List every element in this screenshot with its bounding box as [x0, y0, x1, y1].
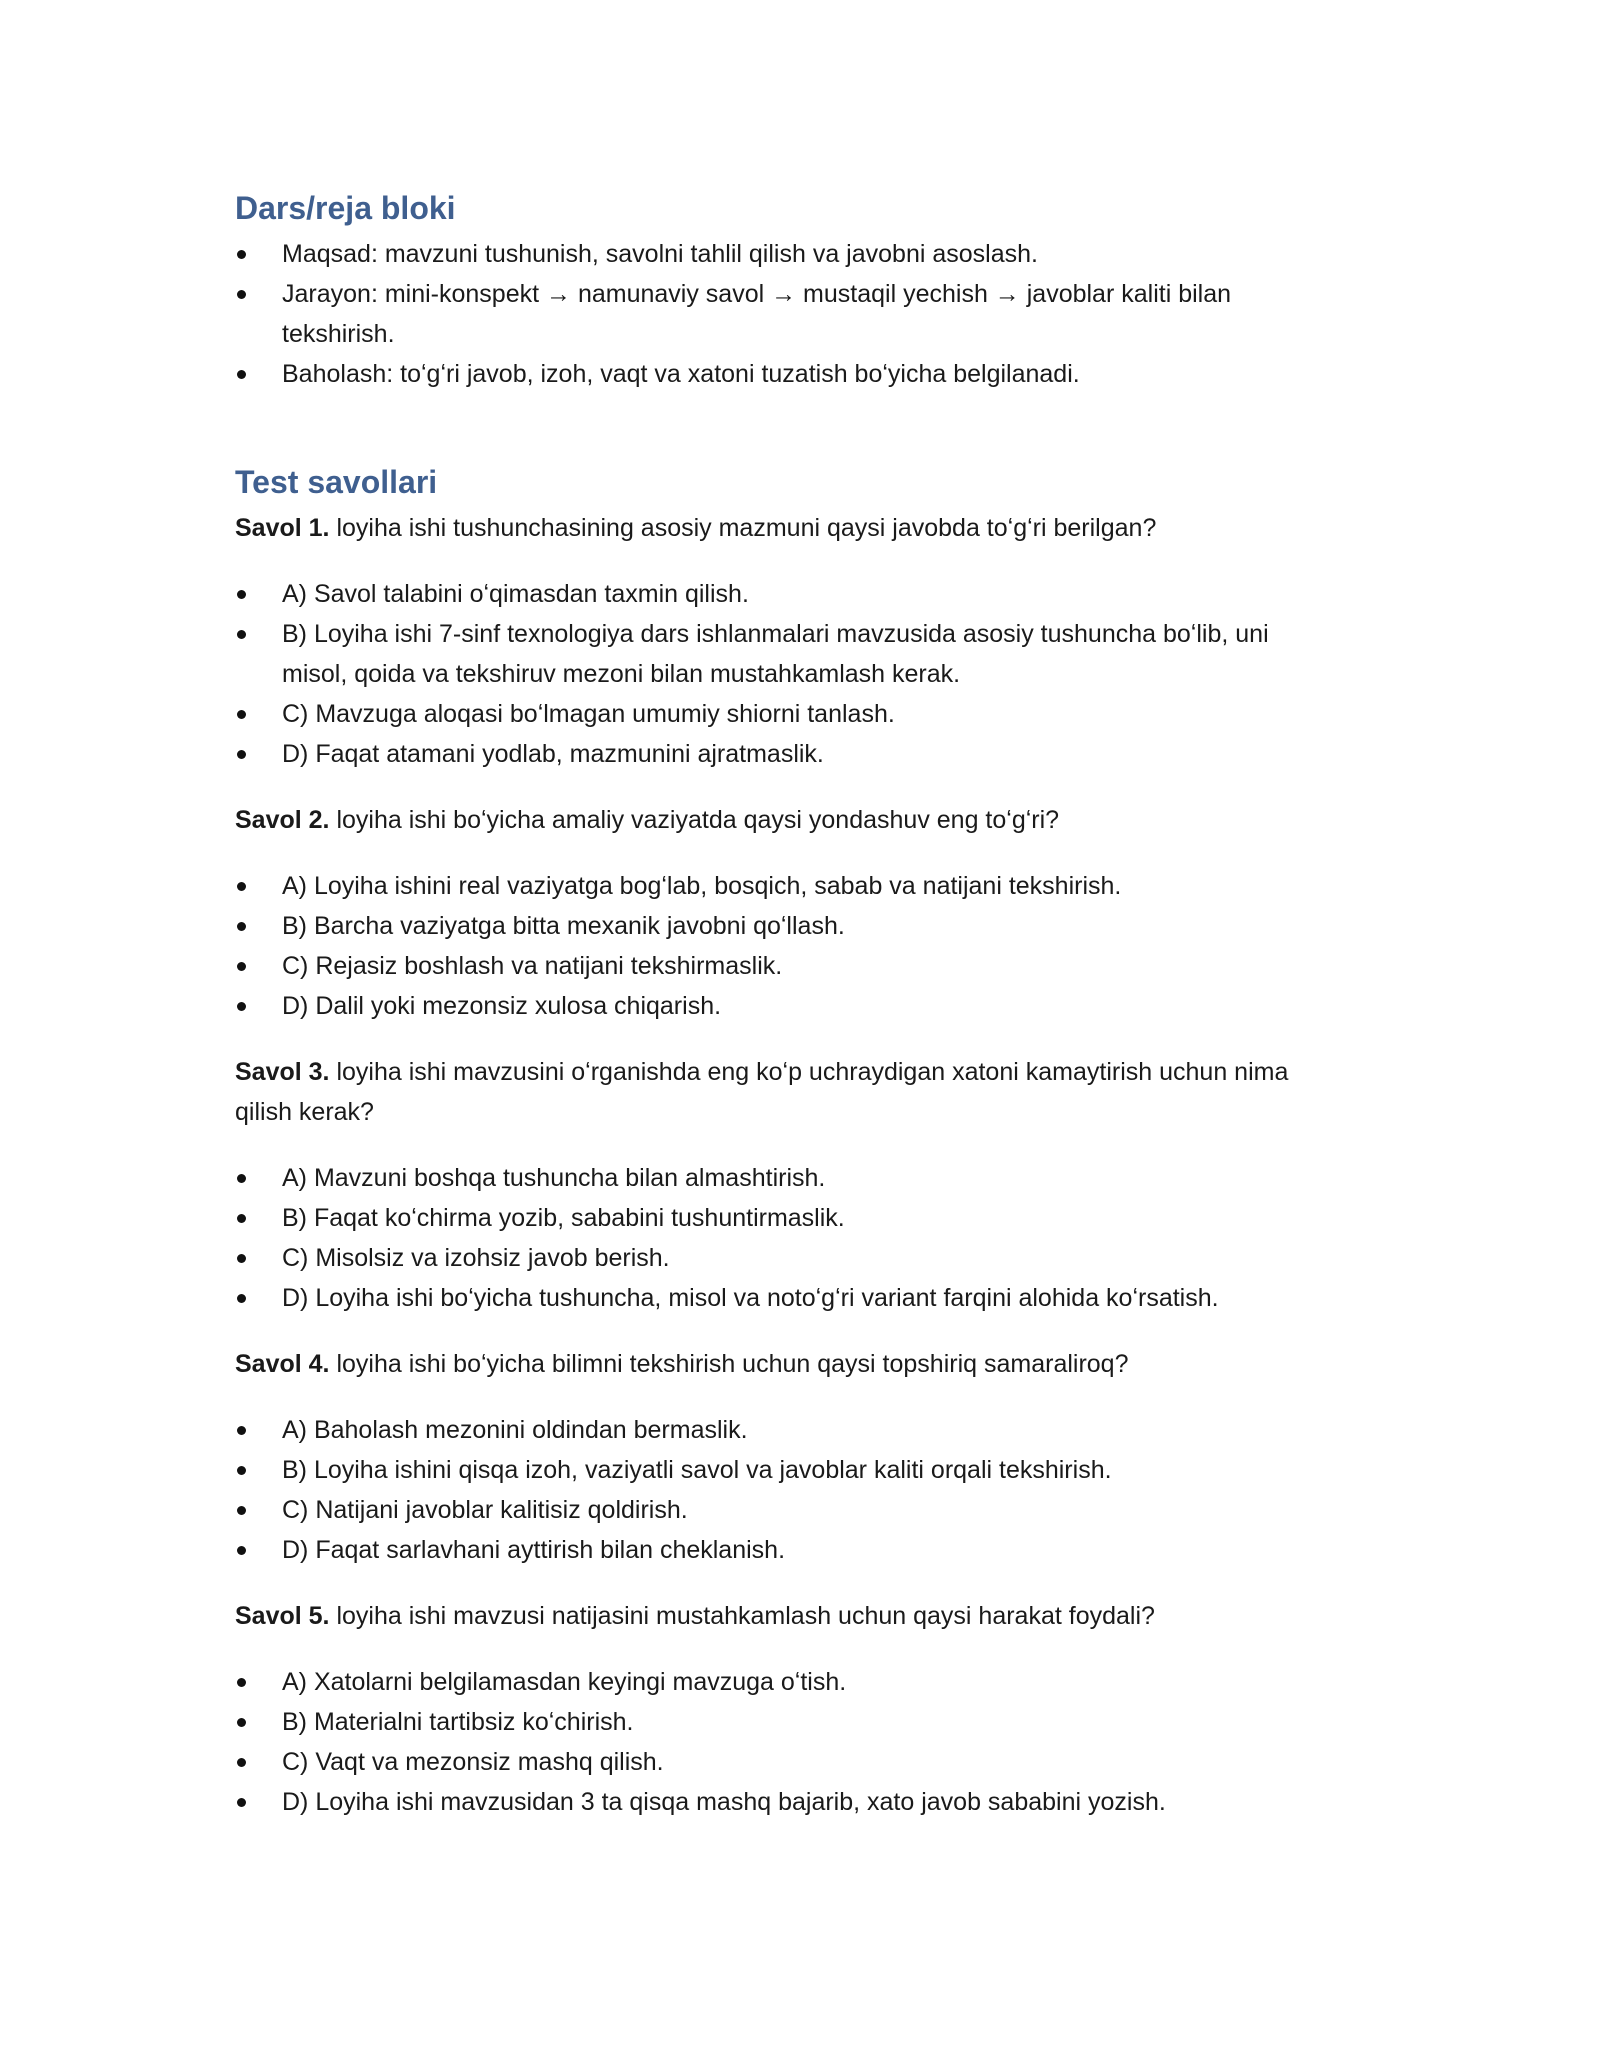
question-5 — [235, 1596, 1340, 1636]
answer-list-5 — [235, 1662, 1340, 1822]
question-3 — [235, 1052, 1340, 1132]
question-4 — [235, 1344, 1340, 1384]
list-item: Jarayon: mini-konspekt → namunaviy savol → mustaqil yechish → javoblar kaliti bilan tekshirish. — [235, 274, 1340, 354]
answer-option: A) Savol talabini oʻqimasdan taxmin qilish. — [235, 574, 1340, 614]
answer-option: B) Faqat koʻchirma yozib, sababini tushuntirmaslik. — [235, 1198, 1340, 1238]
answer-list-3 — [235, 1158, 1340, 1318]
answer-option: D) Dalil yoki mezonsiz xulosa chiqarish. — [235, 986, 1340, 1026]
question-text: loyiha ishi boʻyicha bilimni tekshirish uchun qaysi topshiriq samaraliroq? — [329, 1350, 1129, 1378]
question-label: Savol 3. — [235, 1058, 330, 1086]
question-text: loyiha ishi tushunchasining asosiy mazmuni qaysi javobda toʻgʻri berilgan? — [329, 514, 1157, 542]
answer-option: A) Xatolarni belgilamasdan keyingi mavzuga oʻtish. — [235, 1662, 1340, 1702]
test-heading: Test savollari — [235, 464, 438, 500]
answer-list-4 — [235, 1410, 1340, 1570]
lesson-block-heading: Dars/reja bloki — [235, 190, 456, 226]
answer-list-1 — [235, 574, 1340, 774]
question-label: Savol 5. — [235, 1602, 330, 1630]
question-text: loyiha ishi mavzusini oʻrganishda eng koʻp uchraydigan xatoni kamaytirish uchun nima qilish kerak? — [235, 1058, 1289, 1126]
list-item: Baholash: toʻgʻri javob, izoh, vaqt va xatoni tuzatish boʻyicha belgilanadi. — [235, 354, 1340, 394]
answer-option: B) Loyiha ishini qisqa izoh, vaziyatli savol va javoblar kaliti orqali tekshirish. — [235, 1450, 1340, 1490]
answer-option: C) Natijani javoblar kalitisiz qoldirish. — [235, 1490, 1340, 1530]
answer-list-2 — [235, 866, 1340, 1026]
answer-option: A) Baholash mezonini oldindan bermaslik. — [235, 1410, 1340, 1450]
answer-option: D) Faqat atamani yodlab, mazmunini ajratmaslik. — [235, 734, 1340, 774]
answer-option: B) Barcha vaziyatga bitta mexanik javobni qoʻllash. — [235, 906, 1340, 946]
answer-option: B) Loyiha ishi 7-sinf texnologiya dars ishlanmalari mavzusida asosiy tushuncha boʻlib, uni misol, qoida va tekshiruv mezoni bilan mustahkamlash kerak. — [235, 614, 1340, 694]
answer-option: A) Mavzuni boshqa tushuncha bilan almashtirish. — [235, 1158, 1340, 1198]
answer-option: C) Mavzuga aloqasi boʻlmagan umumiy shiorni tanlash. — [235, 694, 1340, 734]
question-text: loyiha ishi mavzusi natijasini mustahkamlash uchun qaysi harakat foydali? — [329, 1602, 1155, 1630]
question-1 — [235, 508, 1340, 548]
answer-option: C) Misolsiz va izohsiz javob berish. — [235, 1238, 1340, 1278]
question-label: Savol 4. — [235, 1350, 330, 1378]
question-2 — [235, 800, 1340, 840]
lesson-block-list — [235, 234, 1340, 394]
answer-option: C) Vaqt va mezonsiz mashq qilish. — [235, 1742, 1340, 1782]
answer-option: D) Loyiha ishi boʻyicha tushuncha, misol va notoʻgʻri variant farqini alohida koʻrsatish. — [235, 1278, 1340, 1318]
question-label: Savol 2. — [235, 806, 330, 834]
answer-option: A) Loyiha ishini real vaziyatga bogʻlab, bosqich, sabab va natijani tekshirish. — [235, 866, 1340, 906]
question-text: loyiha ishi boʻyicha amaliy vaziyatda qaysi yondashuv eng toʻgʻri? — [329, 806, 1060, 834]
answer-option: B) Materialni tartibsiz koʻchirish. — [235, 1702, 1340, 1742]
answer-option: D) Loyiha ishi mavzusidan 3 ta qisqa mashq bajarib, xato javob sababini yozish. — [235, 1782, 1340, 1822]
question-label: Savol 1. — [235, 514, 330, 542]
answer-option: C) Rejasiz boshlash va natijani tekshirmaslik. — [235, 946, 1340, 986]
answer-option: D) Faqat sarlavhani ayttirish bilan cheklanish. — [235, 1530, 1340, 1570]
list-item: Maqsad: mavzuni tushunish, savolni tahlil qilish va javobni asoslash. — [235, 234, 1340, 274]
